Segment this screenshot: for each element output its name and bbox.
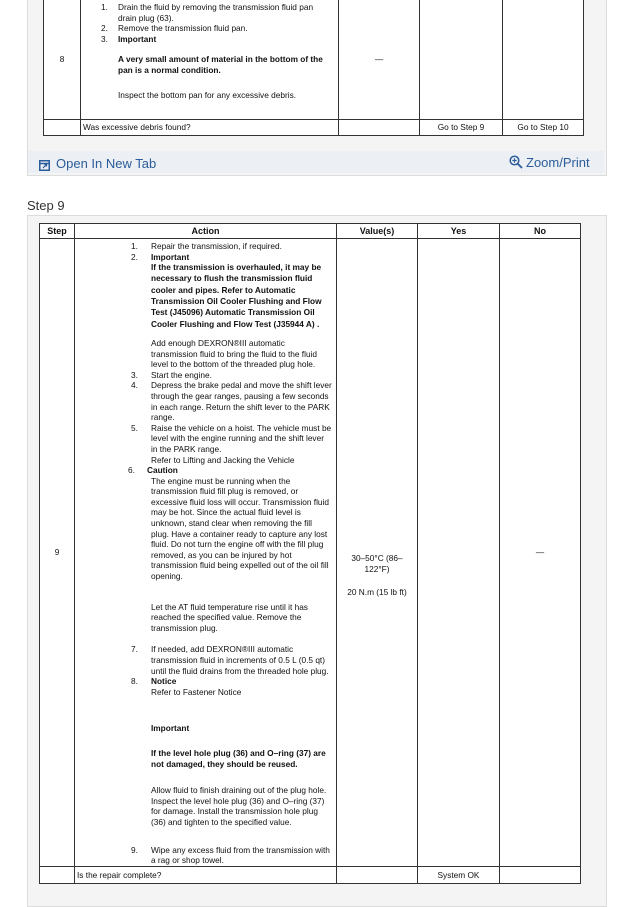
step9-item-6-text: The engine must be running when the transmission fluid fill plug is removed, or excessive fluid loss will occur. Transmission fluid may be hot. Since the actual fluid level is unknown, stand clear when removing the fill plug. Have a container ready to capture any lost fluid. Do not turn the engine off with the fill plug removed, as you can be injured by hot transmission fluid being expelled out of the oil fill opening. — [151, 475, 329, 582]
step9-number-cell — [40, 239, 75, 867]
header-yes: Yes — [418, 224, 500, 239]
step9-number: 9 — [54, 547, 60, 558]
step8-question: Was excessive debris found? — [83, 122, 191, 133]
zoom-print-link[interactable] — [509, 152, 590, 172]
system-ok: System OK — [437, 869, 480, 880]
step8-question-value-cell — [339, 120, 420, 136]
header-no: No — [500, 224, 581, 239]
step8-number-cell — [44, 0, 81, 120]
step9-yes-answer-cell — [418, 867, 500, 884]
step9-yes-cell — [418, 239, 500, 867]
step9-heading: Step 9 — [27, 198, 65, 213]
step9-no-cell — [500, 239, 581, 867]
step8-question-step-cell — [44, 120, 81, 136]
step8-item-3: 3. Important — [101, 33, 157, 44]
step9-question-value-cell — [337, 867, 418, 884]
step8-go-to-step-10[interactable]: Go to Step 10 — [517, 122, 569, 133]
step8-item-2: 2. Remove the transmission fluid pan. — [101, 23, 248, 34]
step9-question: Is the repair complete? — [77, 869, 162, 880]
step8-go-to-step-9[interactable]: Go to Step 9 — [437, 122, 485, 133]
step8-no-answer-cell — [503, 120, 584, 136]
step9-item-2-label: 2. Important — [131, 251, 190, 262]
header-step: Step — [40, 224, 75, 239]
step8-value: — — [374, 53, 384, 64]
step8-number: 8 — [59, 53, 65, 64]
step9-item-6-label: 6. Caution — [128, 465, 178, 476]
value-torque: 20 N.m (15 lb ft) — [347, 587, 407, 598]
step8-table — [43, 0, 584, 136]
step9-item-7: 7. If needed, add DEXRON®III automatic transmission fluid in increments of 0.5 L (0.5 qt) until the fluid drains from the threaded hole plug. — [131, 644, 329, 676]
step9-item-2-text: If the transmission is overhauled, it may be necessary to flush the transmission fluid cooler and pipes. Refer to Automatic Transmission Oil Cooler Flushing and Flow Test (J45096) Automatic Transmission Oil Cooler Flushing and Flow Test (J35944 A) . — [151, 262, 322, 329]
step9-allow-text: Allow fluid to finish draining out of the plug hole. Inspect the level hole plug (36) and O–ring (37) for damage. Install the transmission hole plug (36) and tighten to the specified value. — [151, 785, 327, 827]
step9-important2-label: Important — [151, 723, 190, 734]
step9-temp-text: Let the AT fluid temperature rise until it has reached the specified value. Remove the transmission plug. — [151, 601, 308, 633]
step9-item-8-label: 8. Notice — [131, 676, 177, 687]
open-new-tab-link[interactable] — [39, 154, 156, 172]
open-new-tab-label: Open In New Tab — [56, 155, 157, 171]
step9-question-cell — [75, 867, 337, 884]
step9-no-value: — — [535, 547, 545, 558]
step9-item-5: 5. Raise the vehicle on a hoist. The vehicle must be level with the engine running and the shift lever in the PARK range. — [131, 422, 332, 454]
step9-question-step-cell — [40, 867, 75, 884]
step9-no-answer-cell — [500, 867, 581, 884]
step9-table — [39, 223, 581, 884]
step8-inspect-text: Inspect the bottom pan for any excessive debris. — [118, 89, 297, 100]
open-new-tab-icon — [39, 158, 50, 169]
step8-action-cell — [81, 0, 339, 120]
value-temperature: 30–50°C (86–122°F) — [351, 553, 403, 574]
step9-important2-text: If the level hole plug (36) and O–ring (37) are not damaged, they should be reused. — [151, 747, 326, 769]
step8-item-1: 1. Drain the fluid by removing the transmission fluid pan drain plug (63). — [101, 2, 314, 23]
step8-yes-cell — [420, 0, 503, 120]
step9-item-5-ref: Refer to Lifting and Jacking the Vehicle — [151, 454, 295, 465]
step8-yes-answer-cell — [420, 120, 503, 136]
header-values: Value(s) — [337, 224, 418, 239]
step8-value-cell — [339, 0, 420, 120]
step9-action-cell — [75, 239, 337, 867]
step9-values-cell — [337, 239, 418, 867]
header-action: Action — [75, 224, 337, 239]
step8-no-cell — [503, 0, 584, 120]
step9-item-3: 3. Start the engine. — [131, 369, 212, 380]
step8-important-text: A very small amount of material in the bottom of the pan is a normal condition. — [118, 54, 323, 75]
step9-item-4: 4. Depress the brake pedal and move the shift lever through the gear ranges, pausing a few seconds in each range. Return the shift lever to the PARK range. — [131, 380, 332, 423]
step9-add-fluid: Add enough DEXRON®III automatic transmission fluid to bring the fluid to the fluid level to the bottom of the threaded plug hole. — [151, 337, 318, 370]
step9-item-9: 9. Wipe any excess fluid from the transmission with a rag or shop towel. — [131, 844, 330, 866]
step9-item-1: 1. Repair the transmission, if required. — [131, 241, 282, 251]
step9-item-8-ref: Refer to Fastener Notice — [151, 686, 242, 697]
step8-question-cell — [81, 120, 339, 136]
zoom-icon — [509, 155, 523, 169]
zoom-print-label: Zoom/Print — [526, 154, 590, 170]
